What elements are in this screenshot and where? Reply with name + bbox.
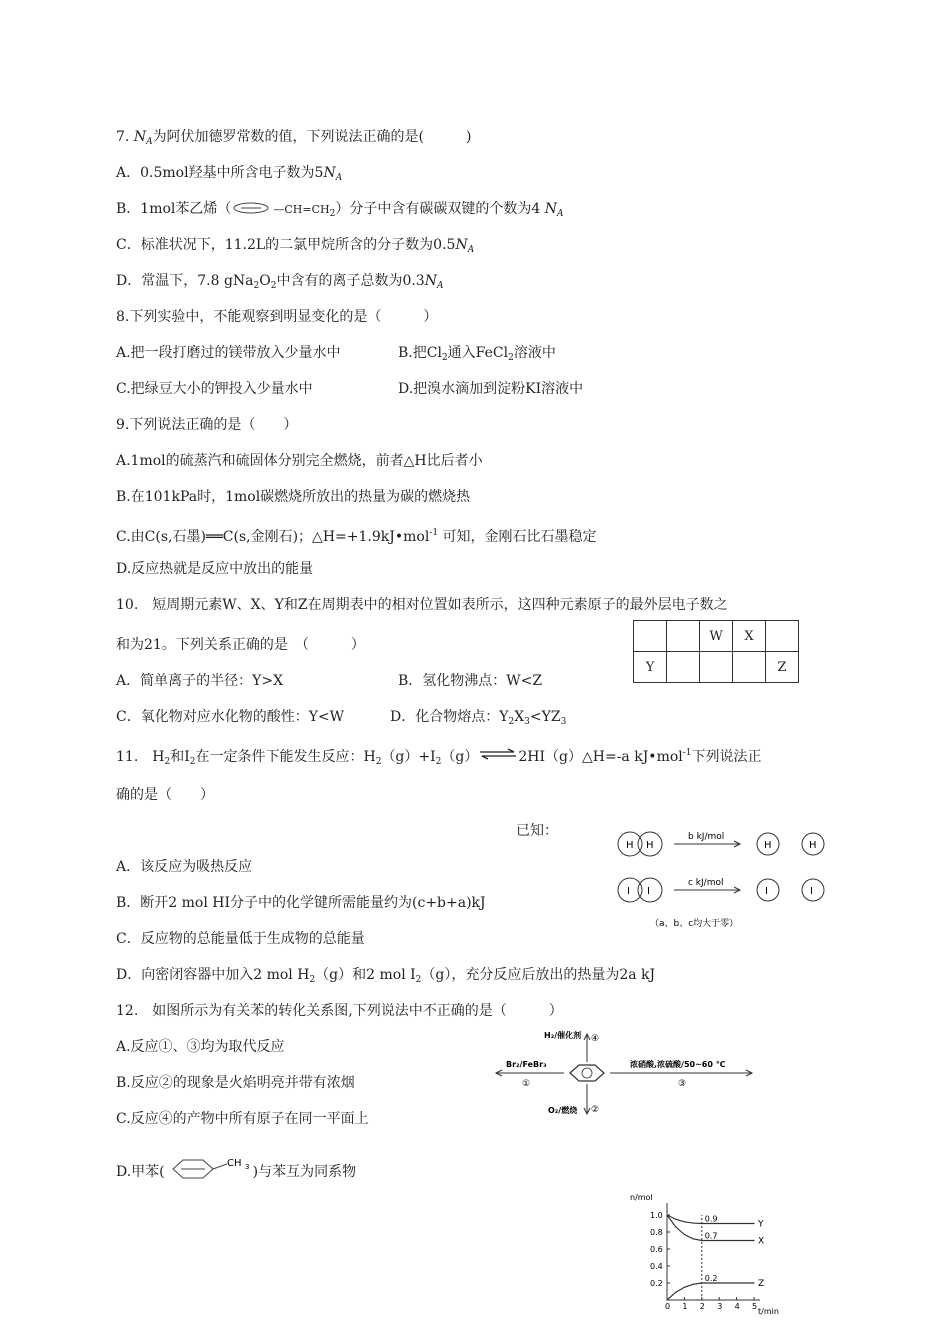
svg-text:浓硝酸,浓硫酸/50~60 ℃: 浓硝酸,浓硫酸/50~60 ℃ (630, 1060, 726, 1069)
svg-text:②: ② (591, 1105, 600, 1115)
q7-stem: 7. $N_A$为阿伏加德罗常数的值，下列说法正确的是( ) (116, 129, 472, 147)
y-tick-label: 0.4 (650, 1262, 663, 1271)
q12-option-b: B.反应②的现象是火焰明亮并带有浓烟 (116, 1075, 355, 1091)
svg-text:H₂/催化剂: H₂/催化剂 (544, 1031, 582, 1040)
svg-text:CH: CH (226, 1158, 242, 1169)
q9-option-b: B.在101kPa时，1mol碳燃烧所放出的热量为碳的燃烧热 (116, 489, 471, 505)
series-line-z (667, 1283, 754, 1300)
svg-text:Br₂/FeBr₃: Br₂/FeBr₃ (506, 1060, 547, 1069)
x-tick-label: 0 (665, 1302, 671, 1311)
q10-option-b: B．氢化物沸点：W<Z (398, 673, 543, 689)
series-value-label: 0.9 (704, 1214, 718, 1224)
equilibrium-arrow-icon (478, 748, 518, 760)
q8-option-d: D.把溴水滴加到淀粉KI溶液中 (398, 381, 584, 397)
svg-text:④: ④ (591, 1034, 600, 1044)
bond-note: （a、b、c均大于零） (650, 919, 739, 929)
q8-option-c: C.把绿豆大小的钾投入少量水中 (116, 381, 313, 397)
c-energy-label: c kJ/mol (688, 878, 724, 888)
svg-text:H: H (626, 840, 634, 851)
q8-option-b: B.把$Cl_2$通入FeCl$_2$溶液中 (398, 345, 556, 363)
q7-option-c: C．标准状况下，11.2L的二氯甲烷所含的分子数为$0.5N_A$ (116, 237, 475, 255)
bond-energy-figure (612, 822, 832, 934)
toluene-structure-icon (165, 1156, 253, 1182)
b-energy-label: b kJ/mol (688, 832, 725, 842)
benzene-conversion-diagram (490, 1020, 770, 1126)
series-name-label: Y (758, 1219, 764, 1230)
i-atom (757, 879, 779, 901)
q12-option-d: D.甲苯( CH 3 )与苯互为同系物 (116, 1158, 357, 1180)
q11-known-label: 已知： (516, 823, 558, 839)
x-tick-label: 5 (752, 1302, 758, 1311)
q8-option-a: A.把一段打磨过的镁带放入少量水中 (116, 345, 341, 361)
q11-stem-line1: 11. $H_2$和$I_2$在一定条件下能发生反应：$H_2(g)+I_2(g)$ 2HI（g）△H=-a kJ•mol$^{-1}$下列说法正 (116, 748, 762, 767)
i2-molecule (618, 878, 662, 902)
y-tick-label: 0.8 (650, 1228, 663, 1237)
q11-option-b: B．断开2 mol HI分子中的化学键所需能量约为(c+b+a)kJ (116, 895, 486, 911)
y-tick-label: 0.6 (650, 1245, 663, 1254)
q10-stem-line1: 10. 短周期元素W、X、Y和Z在周期表中的相对位置如表所示，这四种元素原子的最外层电子数之 (116, 597, 728, 613)
x-tick-label: 4 (734, 1302, 740, 1311)
series-value-label: 0.2 (704, 1274, 718, 1283)
q12-option-a: A.反应①、③均为取代反应 (116, 1039, 285, 1055)
q7-option-b: B．1mol苯乙烯（ $—CH=CH_2$）分子中含有碳碳双键的个数为4 $N_A$ (116, 201, 564, 219)
series-value-label: 0.7 (704, 1231, 718, 1241)
svg-text:3: 3 (244, 1163, 250, 1171)
svg-text:I: I (810, 886, 813, 897)
svg-text:O₂/燃烧: O₂/燃烧 (548, 1106, 578, 1115)
y-tick-label: 1.0 (650, 1211, 663, 1220)
chart-x-label: t/min (758, 1307, 779, 1316)
q11-option-a: A．该反应为吸热反应 (116, 859, 253, 875)
q9-option-c: C.由C(s,石墨)══C(s,金刚石)；△H=+1.9kJ•mol$^{-1}$ 可知，金刚石比石墨稳定 (116, 528, 597, 545)
benzene-ring-icon (570, 1065, 604, 1081)
q11-option-c: C．反应物的总能量低于生成物的总能量 (116, 931, 365, 947)
q11-option-d: D．向密闭容器中加入2 mol $H_2(g)$和2 mol $I_2(g)$，充分反应后放出的热量为2a kJ (116, 967, 656, 985)
y-tick-label: 0.2 (650, 1279, 663, 1288)
x-tick-label: 3 (717, 1302, 723, 1311)
q9-option-d: D.反应热就是反应中放出的能量 (116, 561, 314, 577)
q7-option-a: A．0.5mol羟基中所含电子数为$5N_A$ (116, 165, 343, 183)
svg-text:I: I (627, 886, 630, 897)
periodic-table-fragment: W X Y Z (633, 620, 799, 683)
svg-text:H: H (646, 840, 654, 851)
i-atom (802, 879, 824, 901)
svg-text:H: H (809, 840, 817, 851)
q10-option-d: D．化合物熔点：$Y_2X_3<YZ_3$ (390, 709, 567, 727)
svg-text:③: ③ (678, 1079, 687, 1089)
chart-y-label: n/mol (630, 1193, 653, 1202)
q9-stem: 9.下列说法正确的是（ ） (116, 417, 298, 433)
benzene-ring-icon (231, 201, 273, 215)
q9-option-a: A.1mol的硫蒸汽和硫固体分别完全燃烧，前者△H比后者小 (116, 453, 483, 469)
svg-text:I: I (765, 886, 768, 897)
q12-stem: 12. 如图所示为有关苯的转化关系图,下列说法中不正确的是（ ） (116, 1003, 563, 1019)
mole-time-chart (630, 1190, 790, 1320)
svg-text:①: ① (522, 1079, 531, 1089)
q12-option-c: C.反应④的产物中所有原子在同一平面上 (116, 1111, 369, 1127)
x-tick-label: 2 (699, 1302, 705, 1311)
x-tick-label: 1 (682, 1302, 688, 1311)
svg-text:I: I (647, 886, 650, 897)
svg-text:H: H (764, 840, 772, 851)
series-name-label: X (758, 1236, 765, 1247)
q10-option-c: C．氧化物对应水化物的酸性：Y<W (116, 709, 345, 725)
q8-stem: 8.下列实验中，不能观察到明显变化的是（ ） (116, 309, 438, 325)
q10-stem-line2: 和为21。下列关系正确的是 （ ） (116, 637, 365, 653)
h2-molecule (618, 832, 662, 856)
q7-option-d: D．常温下，7.8 $gNa_2O_2$中含有的离子总数为$0.3N_A$ (116, 273, 444, 291)
q11-stem-line2: 确的是（ ） (116, 787, 214, 803)
q10-option-a: A．简单离子的半径：Y>X (116, 673, 284, 689)
series-name-label: Z (758, 1279, 765, 1289)
